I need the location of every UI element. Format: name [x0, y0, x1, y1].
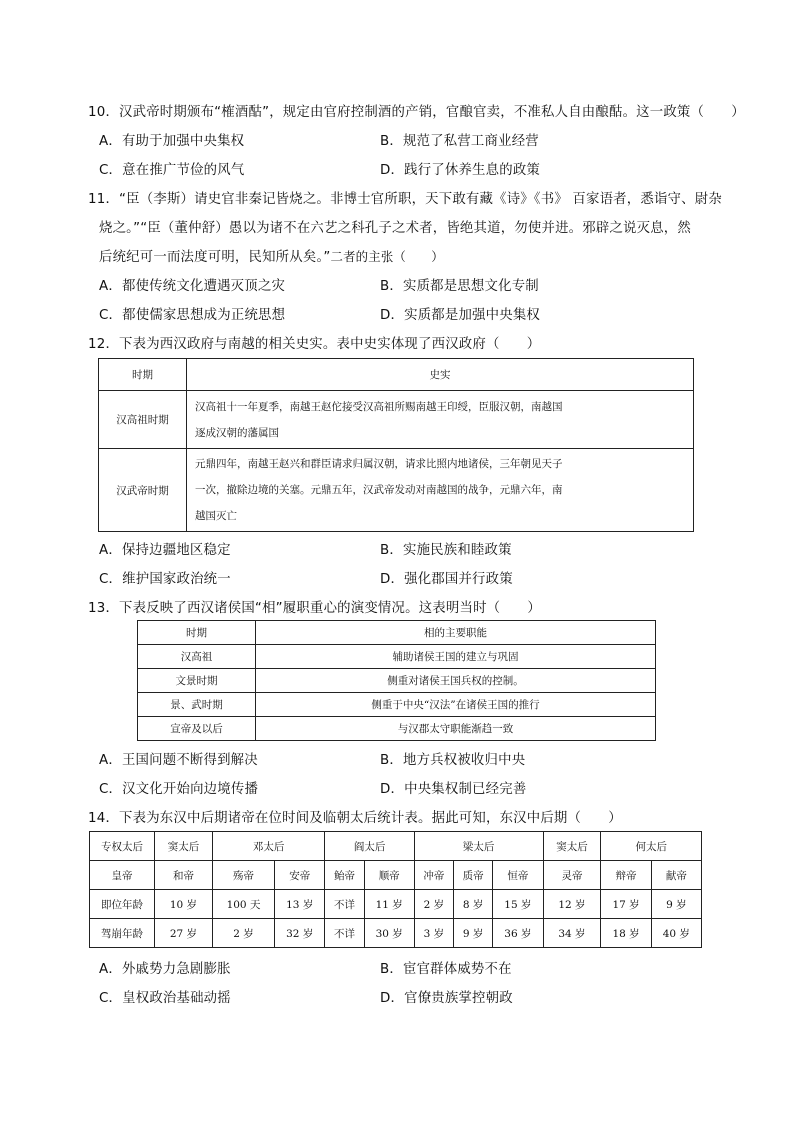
q14-emperor-1: 和帝 — [155, 861, 213, 890]
q12-facts-2-line-1: 元鼎四年，南越王赵兴和群臣请求归属汉朝，请求比照内地诸侯，三年朝见天子 — [195, 458, 563, 470]
q12-facts-2-line-3: 越国灭亡 — [195, 510, 237, 522]
q14-option-c[interactable]: C．皇权政治基础动摇 — [99, 991, 231, 1006]
q12-header-period: 时期 — [99, 359, 187, 391]
q14-table — [89, 831, 702, 948]
q11-stem-line-2: 烧之。”“臣（董仲舒）愚以为诸不在六艺之科孔子之术者，皆绝其道，勿使并进。邪辟之说灭息，然 — [99, 221, 691, 236]
q14-emperor-10: 辩帝 — [601, 861, 651, 890]
q14-accession-11: 9 岁 — [651, 890, 701, 919]
q14-death-10: 18 岁 — [601, 919, 651, 948]
q12-period-2: 汉武帝时期 — [99, 449, 187, 532]
q14-accession-1: 10 岁 — [155, 890, 213, 919]
q14-empress-5: 窦太后 — [543, 832, 601, 861]
q13-header-period: 时期 — [138, 621, 256, 645]
q13-period-1: 汉高祖 — [138, 645, 256, 669]
q12-stem: 12．下表为西汉政府与南越的相关史实。表中史实体现了西汉政府（ ） — [88, 337, 541, 352]
q14-death-5: 30 岁 — [364, 919, 414, 948]
q13-duty-1: 辅助诸侯王国的建立与巩固 — [256, 645, 656, 669]
q14-stem: 14．下表为东汉中后期诸帝在位时间及临朝太后统计表。据此可知，东汉中后期（ ） — [88, 811, 622, 826]
q13-option-b[interactable]: B．地方兵权被收归中央 — [380, 753, 526, 768]
q14-death-8: 36 岁 — [493, 919, 543, 948]
q14-empress-3: 阎太后 — [325, 832, 414, 861]
q14-death-6: 3 岁 — [414, 919, 453, 948]
q11-stem-line-1: 11．“臣（李斯）请史官非秦记皆烧之。非博士官所职，天下敢有藏《诗》《书》 百家语者，悉诣守、尉杂 — [88, 192, 722, 207]
q11-stem-line-3 — [99, 246, 444, 265]
q12-table — [98, 358, 694, 532]
q10-option-d[interactable]: D．践行了休养生息的政策 — [380, 163, 541, 178]
q14-accession-8: 15 岁 — [493, 890, 543, 919]
q12-period-1: 汉高祖时期 — [99, 391, 187, 449]
q14-death-9: 34 岁 — [543, 919, 601, 948]
q14-label-emperor: 皇帝 — [90, 861, 155, 890]
q10-option-b[interactable]: B．规范了私营工商业经营 — [380, 134, 539, 149]
q14-death-3: 32 岁 — [275, 919, 325, 948]
q13-duty-4: 与汉郡太守职能渐趋一致 — [256, 717, 656, 741]
q11-option-d[interactable]: D．实质都是加强中央集权 — [380, 308, 541, 323]
q11-stem-line-3-text: 后统纪可一而法度可明，民知所从矣。” — [99, 250, 331, 265]
q14-death-4: 不详 — [325, 919, 364, 948]
q13-duty-2: 侧重对诸侯王国兵权的控制。 — [256, 669, 656, 693]
q14-empress-2: 邓太后 — [212, 832, 324, 861]
q14-empress-6: 何太后 — [601, 832, 702, 861]
q12-option-a[interactable]: A．保持边疆地区稳定 — [99, 543, 231, 558]
q14-emperor-6: 冲帝 — [414, 861, 453, 890]
q11-option-b[interactable]: B．实质都是思想文化专制 — [380, 279, 539, 294]
q14-accession-6: 2 岁 — [414, 890, 453, 919]
q14-option-a[interactable]: A．外戚势力急剧膨胀 — [99, 962, 231, 977]
q12-facts-1-line-2: 逐成汉朝的藩属国 — [195, 426, 279, 439]
q14-accession-10: 17 岁 — [601, 890, 651, 919]
q13-option-c[interactable]: C．汉文化开始向边境传播 — [99, 782, 259, 797]
q10-option-c[interactable]: C．意在推广节俭的风气 — [99, 163, 245, 178]
q11-option-c[interactable]: C．都使儒家思想成为正统思想 — [99, 308, 286, 323]
q11-stem-tail: 二者的主张（ ） — [330, 249, 444, 264]
q13-duty-3: 侧重于中央“汉法”在诸侯王国的推行 — [256, 693, 656, 717]
q14-label-death: 驾崩年龄 — [90, 919, 155, 948]
q14-emperor-7: 质帝 — [454, 861, 493, 890]
q13-table — [137, 620, 656, 741]
q14-accession-7: 8 岁 — [454, 890, 493, 919]
q14-death-11: 40 岁 — [651, 919, 701, 948]
q11-option-a[interactable]: A．都使传统文化遭遇灭顶之灾 — [99, 279, 286, 294]
q14-emperor-4: 鲐帝 — [325, 861, 364, 890]
q14-empress-4: 梁太后 — [414, 832, 543, 861]
q14-option-d[interactable]: D．官僚贵族掌控朝政 — [380, 991, 513, 1006]
q12-facts-1 — [187, 391, 694, 449]
q14-accession-3: 13 岁 — [275, 890, 325, 919]
q14-death-7: 9 岁 — [454, 919, 493, 948]
q14-label-accession: 即位年龄 — [90, 890, 155, 919]
q14-emperor-5: 顺帝 — [364, 861, 414, 890]
q14-accession-4: 不详 — [325, 890, 364, 919]
q14-accession-2: 100 天 — [212, 890, 274, 919]
q12-option-d[interactable]: D．强化郡国并行政策 — [380, 572, 513, 587]
q14-emperor-3: 安帝 — [275, 861, 325, 890]
q12-facts-2 — [187, 449, 694, 532]
q12-facts-2-line-2: 一次，撤除边境的关塞。元鼎五年，汉武帝发动对南越国的战争，元鼎六年，南 — [195, 484, 563, 496]
q14-option-b[interactable]: B．宦官群体威势不在 — [380, 962, 512, 977]
q14-emperor-8: 恒帝 — [493, 861, 543, 890]
q12-option-b[interactable]: B．实施民族和睦政策 — [380, 543, 512, 558]
q14-label-empress: 专权太后 — [90, 832, 155, 861]
q13-header-duty: 相的主要职能 — [256, 621, 656, 645]
q14-death-2: 2 岁 — [212, 919, 274, 948]
q14-death-1: 27 岁 — [155, 919, 213, 948]
q13-period-2: 文景时期 — [138, 669, 256, 693]
q13-option-d[interactable]: D．中央集权制已经完善 — [380, 782, 527, 797]
q12-option-c[interactable]: C．维护国家政治统一 — [99, 572, 231, 587]
q14-emperor-2: 殇帝 — [212, 861, 274, 890]
q14-accession-5: 11 岁 — [364, 890, 414, 919]
q13-option-a[interactable]: A．王国问题不断得到解决 — [99, 753, 258, 768]
q14-accession-9: 12 岁 — [543, 890, 601, 919]
q13-stem: 13．下表反映了西汉诸侯国“相”履职重心的演变情况。这表明当时（ ） — [88, 601, 542, 616]
q14-empress-1: 窦太后 — [155, 832, 213, 861]
q10-stem: 10．汉武帝时期颁布“榷酒酤”，规定由官府控制酒的产销，官酿官卖，不准私人自由酿酤。这一政策（ ） — [88, 105, 745, 120]
q12-facts-1-line-1: 汉高祖十一年夏季，南越王赵佗接受汉高祖所赐南越王印绶，臣服汉朝，南越国 — [195, 400, 563, 413]
q12-header-facts: 史实 — [187, 359, 694, 391]
q14-emperor-9: 灵帝 — [543, 861, 601, 890]
q10-option-a[interactable]: A．有助于加强中央集权 — [99, 134, 245, 149]
q13-period-4: 宣帝及以后 — [138, 717, 256, 741]
q13-period-3: 景、武时期 — [138, 693, 256, 717]
q14-emperor-11: 献帝 — [651, 861, 701, 890]
